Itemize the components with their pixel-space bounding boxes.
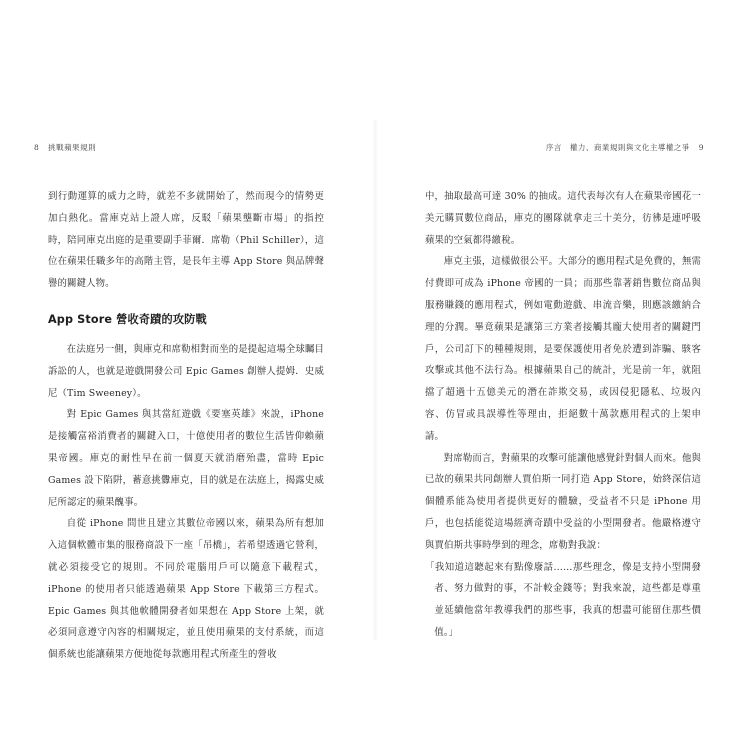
right-body-text	[425, 186, 701, 644]
left-page-number: 8	[34, 143, 40, 152]
paragraph: 在法庭另一側，與庫克和席勒相對而坐的是提起這場全球矚目訴訟的人，也就是遊戲開發公司 Epic Games 創辦人提姆．史威尼（Tim Sweeney）。	[48, 343, 324, 399]
paragraph: 到行動運算的威力之時，就差不多就開始了，然而現今的情勢更加白熱化。當庫克站上證人席，反駁「蘋果壟斷市場」的指控時，陪同庫克出庭的是重要副手菲爾．席勒（Phil Schiller），這位在蘋果任職多年的高階主管，是長年主導 App Store 與品牌聲譽的關鍵人物。	[48, 191, 324, 290]
paragraph: 對 Epic Games 與其當紅遊戲《要塞英雄》來說，iPhone 是接觸富裕消費者的關鍵入口，十億使用者的數位生活皆仰賴蘋果帝國。庫克的耐性早在前一個夏天就消磨殆盡，當時 Epic Games 設下陷阱，蓄意挑釁庫克，目的就是在法庭上，揭露史威尼所認定的蘋果醜事。	[48, 409, 324, 508]
left-section-paragraphs	[48, 339, 324, 666]
right-page-number: 9	[698, 143, 704, 152]
paragraph: 庫克主張，這樣做很公平。大部分的應用程式是免費的，無需付費即可成為 iPhone 帝國的一員；而那些靠著銷售數位商品與服務賺錢的應用程式，例如電動遊戲、串流音樂，則應該繳納合理的分潤。畢竟蘋果是讓第三方業者接觸其龐大使用者的關鍵門戶，公司訂下的種種規則，是要保護使用者免於遭到詐騙、駭客攻擊或其他不法行為。根據蘋果自己的統計，光是前一年，就阻擋了超過十五億美元的潛在詐欺交易，或因侵犯隱私、垃圾內容、仿冒或具誤導性等理由，拒絕數十萬款應用程式的上架申請。	[425, 256, 701, 442]
right-chapter-title: 序言 權力、商業規則與文化主導權之爭	[545, 143, 690, 152]
right-running-head	[546, 142, 710, 153]
paragraph: 中，抽取最高可達 30% 的抽成。這代表每次有人在蘋果帝國花一美元購買數位商品，庫克的團隊就拿走三十美分，彷彿是連呼吸蘋果的空氣都得繳稅。	[425, 191, 701, 246]
left-running-head	[28, 142, 96, 153]
left-book-title: 挑戰蘋果規則	[48, 143, 97, 152]
paragraph: 「我知道這聽起來有點像廢話……那些理念，像是支持小型開發者、努力做對的事，不計較金錢等；對我來說，這些都是尊重並延續他當年教導我們的那些事，我真的想盡可能留住那些價值。」	[425, 561, 701, 638]
section-heading: App Store 營收奇蹟的攻防戰	[48, 312, 207, 326]
left-intro-paragraphs	[48, 186, 324, 295]
left-body-text	[48, 186, 324, 666]
paragraph: 自從 iPhone 問世且建立其數位帝國以來，蘋果為所有想加入這個軟體市集的服務商設下一座「吊橋」，若希望透過它營利，就必須接受它的規則。不同於電腦用戶可以隨意下載程式，iPhone 的使用者只能透過蘋果 App Store 下載第三方程式。Epic Games 與其他軟體開發者如果想在 App Store 上架，就必須同意遵守內容的相關規定，並且使用蘋果的支付系統，而這個系統也能讓蘋果方便地從每款應用程式所產生的營收	[48, 518, 324, 661]
right-page	[375, 0, 750, 750]
paragraph: 對席勒而言，對蘋果的攻擊可能讓他感覺針對個人而來。他與已故的蘋果共同創辦人賈伯斯一同打造 App Store，始終深信這個體系能為使用者提供更好的體驗，受益者不只是 iPhone 用戶，也包括能從這場經濟奇蹟中受益的小型開發者。他嚴格遵守與賈伯斯共事時學到的理念，席勒對我說：	[425, 452, 701, 551]
